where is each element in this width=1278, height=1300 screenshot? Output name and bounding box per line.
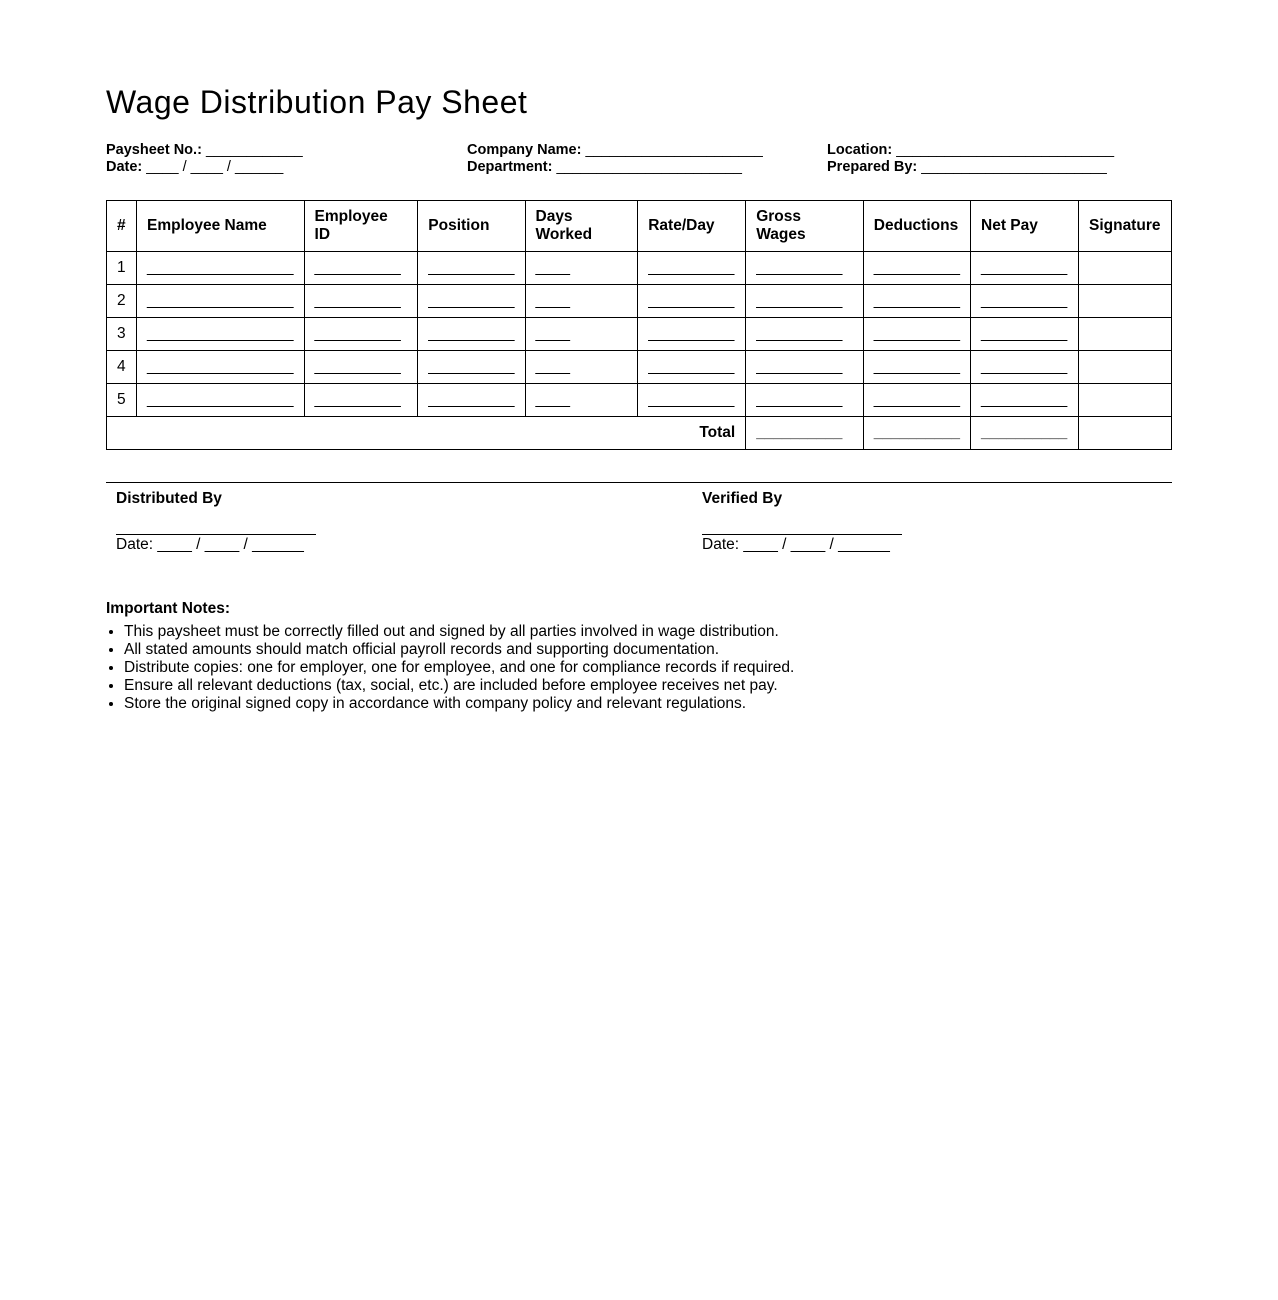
rate-day-cell[interactable]: __________ xyxy=(638,318,746,351)
position-cell[interactable]: __________ xyxy=(418,351,525,384)
rate-day-cell[interactable]: __________ xyxy=(638,351,746,384)
prepared-by-field[interactable] xyxy=(827,159,1114,176)
department-label: Department: xyxy=(467,159,553,175)
date-blank[interactable]: ____ / ____ / ______ xyxy=(146,159,284,175)
employee-name-cell[interactable]: _________________ xyxy=(136,318,304,351)
deductions-cell[interactable]: __________ xyxy=(863,384,970,417)
total-gross-cell[interactable]: __________ xyxy=(746,417,864,450)
paysheet-no-blank[interactable]: ____________ xyxy=(205,142,303,158)
prepared-by-label: Prepared By: xyxy=(827,159,918,175)
row-number: 5 xyxy=(107,384,137,417)
section-divider xyxy=(106,482,1172,483)
employee-name-cell[interactable]: _________________ xyxy=(136,285,304,318)
employee-id-cell[interactable]: __________ xyxy=(304,318,418,351)
net-pay-cell[interactable]: __________ xyxy=(971,252,1079,285)
meta-column-2 xyxy=(467,142,763,176)
header-position: Position xyxy=(418,201,525,252)
table-row xyxy=(107,384,1172,417)
location-field[interactable] xyxy=(827,142,1114,159)
table-row xyxy=(107,318,1172,351)
row-number: 4 xyxy=(107,351,137,384)
days-worked-cell[interactable]: ____ xyxy=(525,384,638,417)
employee-name-cell[interactable]: _________________ xyxy=(136,252,304,285)
row-number: 3 xyxy=(107,318,137,351)
position-cell[interactable]: __________ xyxy=(418,252,525,285)
header-employee-name: Employee Name xyxy=(136,201,304,252)
employee-id-cell[interactable]: __________ xyxy=(304,351,418,384)
rate-day-cell[interactable]: __________ xyxy=(638,384,746,417)
net-pay-cell[interactable]: __________ xyxy=(971,285,1079,318)
header-gross-wages: Gross Wages xyxy=(746,201,864,252)
header-rate-day: Rate/Day xyxy=(638,201,746,252)
prepared-by-blank[interactable]: _______________________ xyxy=(921,159,1107,175)
header-employee-id: Employee ID xyxy=(304,201,418,252)
list-item: • This paysheet must be correctly filled out and signed by all parties involved in wage distribution. xyxy=(124,623,794,641)
pay-table xyxy=(106,200,1172,450)
total-row xyxy=(107,417,1172,450)
distributed-by-signature-line[interactable] xyxy=(116,534,316,535)
position-cell[interactable]: __________ xyxy=(418,384,525,417)
deductions-cell[interactable]: __________ xyxy=(863,252,970,285)
total-label: Total xyxy=(107,417,746,450)
header-net-pay: Net Pay xyxy=(971,201,1079,252)
table-row xyxy=(107,285,1172,318)
meta-column-3 xyxy=(827,142,1114,176)
header-days-worked: Days Worked xyxy=(525,201,638,252)
meta-column-1 xyxy=(106,142,303,176)
company-name-blank[interactable]: ______________________ xyxy=(585,142,763,158)
rate-day-cell[interactable]: __________ xyxy=(638,252,746,285)
table-row xyxy=(107,252,1172,285)
company-name-label: Company Name: xyxy=(467,142,582,158)
page-title: Wage Distribution Pay Sheet xyxy=(106,84,528,120)
employee-id-cell[interactable]: __________ xyxy=(304,285,418,318)
header-num: # xyxy=(107,201,137,252)
date-field[interactable] xyxy=(106,159,303,176)
header-signature: Signature xyxy=(1078,201,1171,252)
rate-day-cell[interactable]: __________ xyxy=(638,285,746,318)
list-item: • Store the original signed copy in accordance with company policy and relevant regulations. xyxy=(124,695,794,713)
list-item: • Distribute copies: one for employer, one for employee, and one for compliance records if required. xyxy=(124,659,794,677)
gross-wages-cell[interactable]: __________ xyxy=(746,318,864,351)
verified-by-date[interactable]: Date: ____ / ____ / ______ xyxy=(702,536,890,553)
net-pay-cell[interactable]: __________ xyxy=(971,384,1079,417)
list-item: • Ensure all relevant deductions (tax, social, etc.) are included before employee receives net pay. xyxy=(124,677,794,695)
signature-cell[interactable] xyxy=(1078,351,1171,384)
gross-wages-cell[interactable]: __________ xyxy=(746,351,864,384)
paysheet-no-field[interactable] xyxy=(106,142,303,159)
net-pay-cell[interactable]: __________ xyxy=(971,351,1079,384)
deductions-cell[interactable]: __________ xyxy=(863,285,970,318)
position-cell[interactable]: __________ xyxy=(418,318,525,351)
gross-wages-cell[interactable]: __________ xyxy=(746,285,864,318)
employee-id-cell[interactable]: __________ xyxy=(304,252,418,285)
verified-by-block xyxy=(702,490,902,554)
position-cell[interactable]: __________ xyxy=(418,285,525,318)
verified-by-signature-line[interactable] xyxy=(702,534,902,535)
department-blank[interactable]: _______________________ xyxy=(556,159,742,175)
department-field[interactable] xyxy=(467,159,763,176)
signature-cell[interactable] xyxy=(1078,252,1171,285)
total-deductions-cell[interactable]: __________ xyxy=(863,417,970,450)
days-worked-cell[interactable]: ____ xyxy=(525,318,638,351)
employee-name-cell[interactable]: _________________ xyxy=(136,351,304,384)
table-header-row xyxy=(107,201,1172,252)
deductions-cell[interactable]: __________ xyxy=(863,318,970,351)
table-row xyxy=(107,351,1172,384)
location-label: Location: xyxy=(827,142,893,158)
distributed-by-date[interactable]: Date: ____ / ____ / ______ xyxy=(116,536,304,553)
days-worked-cell[interactable]: ____ xyxy=(525,285,638,318)
employee-name-cell[interactable]: _________________ xyxy=(136,384,304,417)
location-blank[interactable]: ___________________________ xyxy=(896,142,1115,158)
deductions-cell[interactable]: __________ xyxy=(863,351,970,384)
important-notes xyxy=(106,600,794,713)
gross-wages-cell[interactable]: __________ xyxy=(746,252,864,285)
days-worked-cell[interactable]: ____ xyxy=(525,351,638,384)
company-name-field[interactable] xyxy=(467,142,763,159)
notes-list xyxy=(106,623,794,713)
verified-by-label: Verified By xyxy=(702,490,783,507)
employee-id-cell[interactable]: __________ xyxy=(304,384,418,417)
notes-heading: Important Notes: xyxy=(106,600,230,617)
gross-wages-cell[interactable]: __________ xyxy=(746,384,864,417)
total-net-cell[interactable]: __________ xyxy=(971,417,1079,450)
distributed-by-label: Distributed By xyxy=(116,490,222,507)
header-deductions: Deductions xyxy=(863,201,970,252)
list-item: • All stated amounts should match official payroll records and supporting documentation. xyxy=(124,641,794,659)
signature-cell[interactable] xyxy=(1078,384,1171,417)
row-number: 1 xyxy=(107,252,137,285)
date-label: Date: xyxy=(106,159,143,175)
signature-cell[interactable] xyxy=(1078,285,1171,318)
net-pay-cell[interactable]: __________ xyxy=(971,318,1079,351)
row-number: 2 xyxy=(107,285,137,318)
total-signature-cell xyxy=(1078,417,1171,450)
distributed-by-block xyxy=(116,490,316,554)
paysheet-no-label: Paysheet No.: xyxy=(106,142,202,158)
days-worked-cell[interactable]: ____ xyxy=(525,252,638,285)
signature-cell[interactable] xyxy=(1078,318,1171,351)
